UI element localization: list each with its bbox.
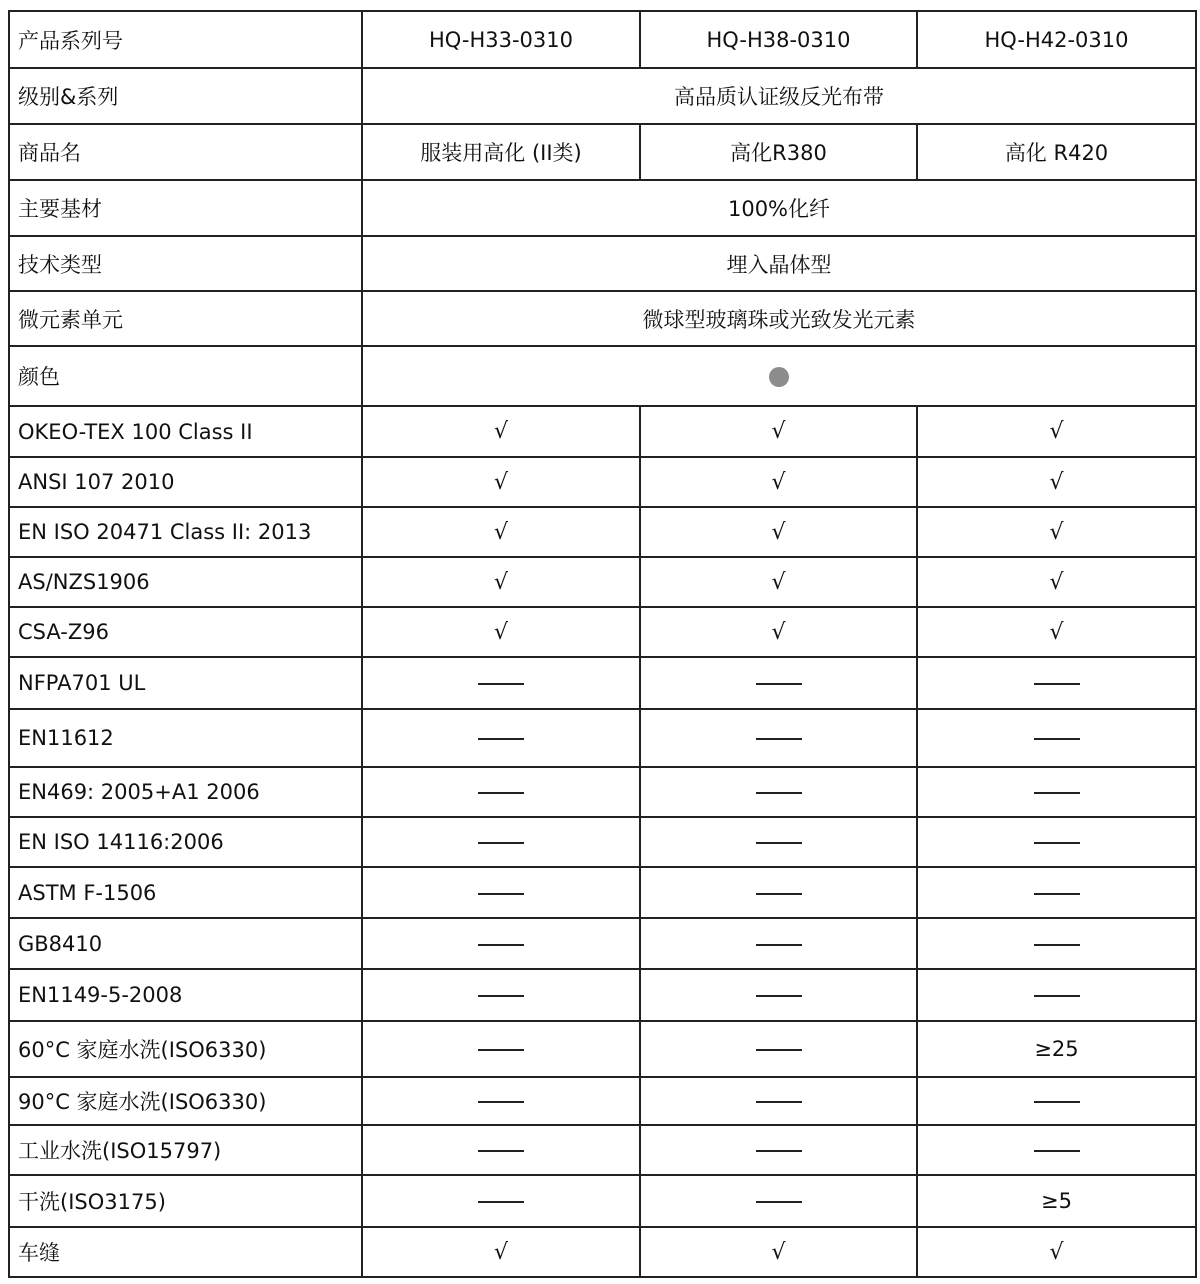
dash-icon [1034, 1101, 1080, 1103]
not-applicable-cell [362, 867, 640, 918]
base-material-label: 主要基材 [9, 180, 362, 236]
check-mark: √ [493, 1239, 509, 1265]
dash-icon [756, 944, 802, 946]
not-applicable-cell [640, 1175, 917, 1227]
not-applicable-cell [362, 918, 640, 969]
check-mark: √ [1049, 519, 1064, 545]
dash-icon [478, 1201, 524, 1203]
dash-icon [478, 1049, 524, 1051]
base-material-value: 100%化纤 [362, 180, 1196, 236]
dash-icon [478, 1101, 524, 1103]
base-material-row [9, 180, 1196, 236]
not-applicable-cell [362, 817, 640, 867]
standard-label: EN1149-5-2008 [9, 969, 362, 1021]
check-cell [640, 457, 917, 507]
grade-label: 级别&系列 [9, 68, 362, 124]
dash-icon [478, 792, 524, 794]
standard-label: 90°C 家庭水洗(ISO6330) [9, 1077, 362, 1125]
standard-row-6 [9, 657, 1196, 709]
tech-type-row [9, 236, 1196, 291]
dash-icon [1034, 683, 1080, 685]
check-cell [640, 406, 917, 457]
micro-element-value: 微球型玻璃珠或光致发光元素 [362, 291, 1196, 346]
not-applicable-cell [917, 657, 1196, 709]
not-applicable-cell [917, 767, 1196, 817]
dash-icon [1034, 738, 1080, 740]
standard-row-13 [9, 1021, 1196, 1077]
dash-icon [756, 1150, 802, 1152]
color-value-cell [362, 346, 1196, 406]
standard-label: ANSI 107 2010 [9, 457, 362, 507]
not-applicable-cell [362, 1021, 640, 1077]
grade-value: 高品质认证级反光布带 [362, 68, 1196, 124]
check-cell [362, 507, 640, 557]
dash-icon [756, 842, 802, 844]
check-mark: √ [1049, 469, 1064, 495]
not-applicable-cell [917, 709, 1196, 767]
dash-icon [1034, 1150, 1080, 1152]
dash-icon [478, 842, 524, 844]
standard-row-1 [9, 406, 1196, 457]
not-applicable-cell [640, 817, 917, 867]
standard-row-17 [9, 1227, 1196, 1277]
color-row [9, 346, 1196, 406]
header-label: 产品系列号 [9, 11, 362, 68]
dash-icon [1034, 792, 1080, 794]
check-cell [640, 507, 917, 557]
not-applicable-cell [362, 969, 640, 1021]
check-cell [362, 607, 640, 657]
value-cell [917, 1175, 1196, 1227]
standard-row-9 [9, 817, 1196, 867]
value-text: ≥5 [1041, 1189, 1072, 1213]
check-mark: √ [771, 619, 786, 645]
model-h38: HQ-H38-0310 [640, 11, 917, 68]
not-applicable-cell [640, 767, 917, 817]
standard-label: GB8410 [9, 918, 362, 969]
spec-table [8, 10, 1197, 1278]
check-mark: √ [771, 1239, 786, 1265]
not-applicable-cell [362, 709, 640, 767]
grade-row [9, 68, 1196, 124]
check-mark: √ [1049, 619, 1064, 645]
not-applicable-cell [362, 1175, 640, 1227]
check-cell [362, 1227, 640, 1277]
dash-icon [478, 1150, 524, 1152]
header-row [9, 11, 1196, 68]
check-mark: √ [493, 569, 509, 595]
standard-label: 工业水洗(ISO15797) [9, 1125, 362, 1175]
micro-element-label: 微元素单元 [9, 291, 362, 346]
not-applicable-cell [917, 817, 1196, 867]
dash-icon [756, 995, 802, 997]
color-swatch-dot [769, 367, 789, 387]
model-h33: HQ-H33-0310 [362, 11, 640, 68]
standard-label: AS/NZS1906 [9, 557, 362, 607]
standard-row-14 [9, 1077, 1196, 1125]
not-applicable-cell [917, 918, 1196, 969]
not-applicable-cell [917, 1125, 1196, 1175]
dash-icon [478, 683, 524, 685]
check-mark: √ [771, 519, 786, 545]
standard-label: 干洗(ISO3175) [9, 1175, 362, 1227]
not-applicable-cell [640, 918, 917, 969]
product-name-label: 商品名 [9, 124, 362, 180]
standard-label: ASTM F-1506 [9, 867, 362, 918]
standard-label: EN ISO 14116:2006 [9, 817, 362, 867]
standard-row-10 [9, 867, 1196, 918]
standard-row-12 [9, 969, 1196, 1021]
micro-element-row [9, 291, 1196, 346]
standard-row-3 [9, 507, 1196, 557]
standard-label: EN469: 2005+A1 2006 [9, 767, 362, 817]
standard-row-7 [9, 709, 1196, 767]
standard-label: NFPA701 UL [9, 657, 362, 709]
check-mark: √ [1049, 569, 1064, 595]
standard-row-16 [9, 1175, 1196, 1227]
standard-row-15 [9, 1125, 1196, 1175]
check-cell [640, 1227, 917, 1277]
model-h42: HQ-H42-0310 [917, 11, 1196, 68]
check-mark: √ [771, 569, 786, 595]
not-applicable-cell [917, 969, 1196, 1021]
not-applicable-cell [917, 1077, 1196, 1125]
not-applicable-cell [640, 657, 917, 709]
color-label: 颜色 [9, 346, 362, 406]
check-cell [362, 406, 640, 457]
not-applicable-cell [362, 657, 640, 709]
check-cell [640, 607, 917, 657]
check-mark: √ [493, 519, 509, 545]
standard-row-11 [9, 918, 1196, 969]
dash-icon [478, 893, 524, 895]
not-applicable-cell [640, 1021, 917, 1077]
standard-row-4 [9, 557, 1196, 607]
check-mark: √ [1049, 1239, 1064, 1265]
dash-icon [756, 893, 802, 895]
dash-icon [1034, 944, 1080, 946]
not-applicable-cell [640, 1077, 917, 1125]
tech-type-label: 技术类型 [9, 236, 362, 291]
dash-icon [478, 944, 524, 946]
standard-label: OKEO-TEX 100 Class II [9, 406, 362, 457]
dash-icon [478, 738, 524, 740]
check-mark: √ [771, 469, 786, 495]
dash-icon [756, 1049, 802, 1051]
standard-label: 60°C 家庭水洗(ISO6330) [9, 1021, 362, 1077]
check-cell [917, 507, 1196, 557]
check-cell [917, 1227, 1196, 1277]
not-applicable-cell [640, 969, 917, 1021]
check-cell [362, 457, 640, 507]
product-name-h33: 服装用高化 (II类) [362, 124, 640, 180]
check-mark: √ [493, 619, 509, 645]
dash-icon [1034, 995, 1080, 997]
dash-icon [756, 683, 802, 685]
check-cell [917, 557, 1196, 607]
dash-icon [1034, 842, 1080, 844]
product-name-row [9, 124, 1196, 180]
dash-icon [1034, 893, 1080, 895]
standard-label: EN11612 [9, 709, 362, 767]
check-cell [362, 557, 640, 607]
standard-label: CSA-Z96 [9, 607, 362, 657]
check-cell [917, 607, 1196, 657]
not-applicable-cell [640, 1125, 917, 1175]
dash-icon [756, 1201, 802, 1203]
not-applicable-cell [362, 767, 640, 817]
product-name-h42: 高化 R420 [917, 124, 1196, 180]
check-cell [917, 406, 1196, 457]
standard-label: 车缝 [9, 1227, 362, 1277]
standard-row-2 [9, 457, 1196, 507]
not-applicable-cell [362, 1077, 640, 1125]
not-applicable-cell [640, 709, 917, 767]
dash-icon [756, 1101, 802, 1103]
value-text: ≥25 [1034, 1037, 1079, 1061]
value-cell [917, 1021, 1196, 1077]
check-cell [917, 457, 1196, 507]
not-applicable-cell [917, 867, 1196, 918]
standard-row-5 [9, 607, 1196, 657]
standard-row-8 [9, 767, 1196, 817]
not-applicable-cell [362, 1125, 640, 1175]
check-mark: √ [1049, 419, 1064, 444]
spec-table-body [9, 11, 1196, 1277]
check-mark: √ [493, 469, 509, 495]
check-mark: √ [493, 419, 509, 444]
tech-type-value: 埋入晶体型 [362, 236, 1196, 291]
not-applicable-cell [640, 867, 917, 918]
dash-icon [756, 792, 802, 794]
product-name-h38: 高化R380 [640, 124, 917, 180]
check-mark: √ [771, 419, 786, 444]
standard-label: EN ISO 20471 Class II: 2013 [9, 507, 362, 557]
dash-icon [478, 995, 524, 997]
check-cell [640, 557, 917, 607]
dash-icon [756, 738, 802, 740]
